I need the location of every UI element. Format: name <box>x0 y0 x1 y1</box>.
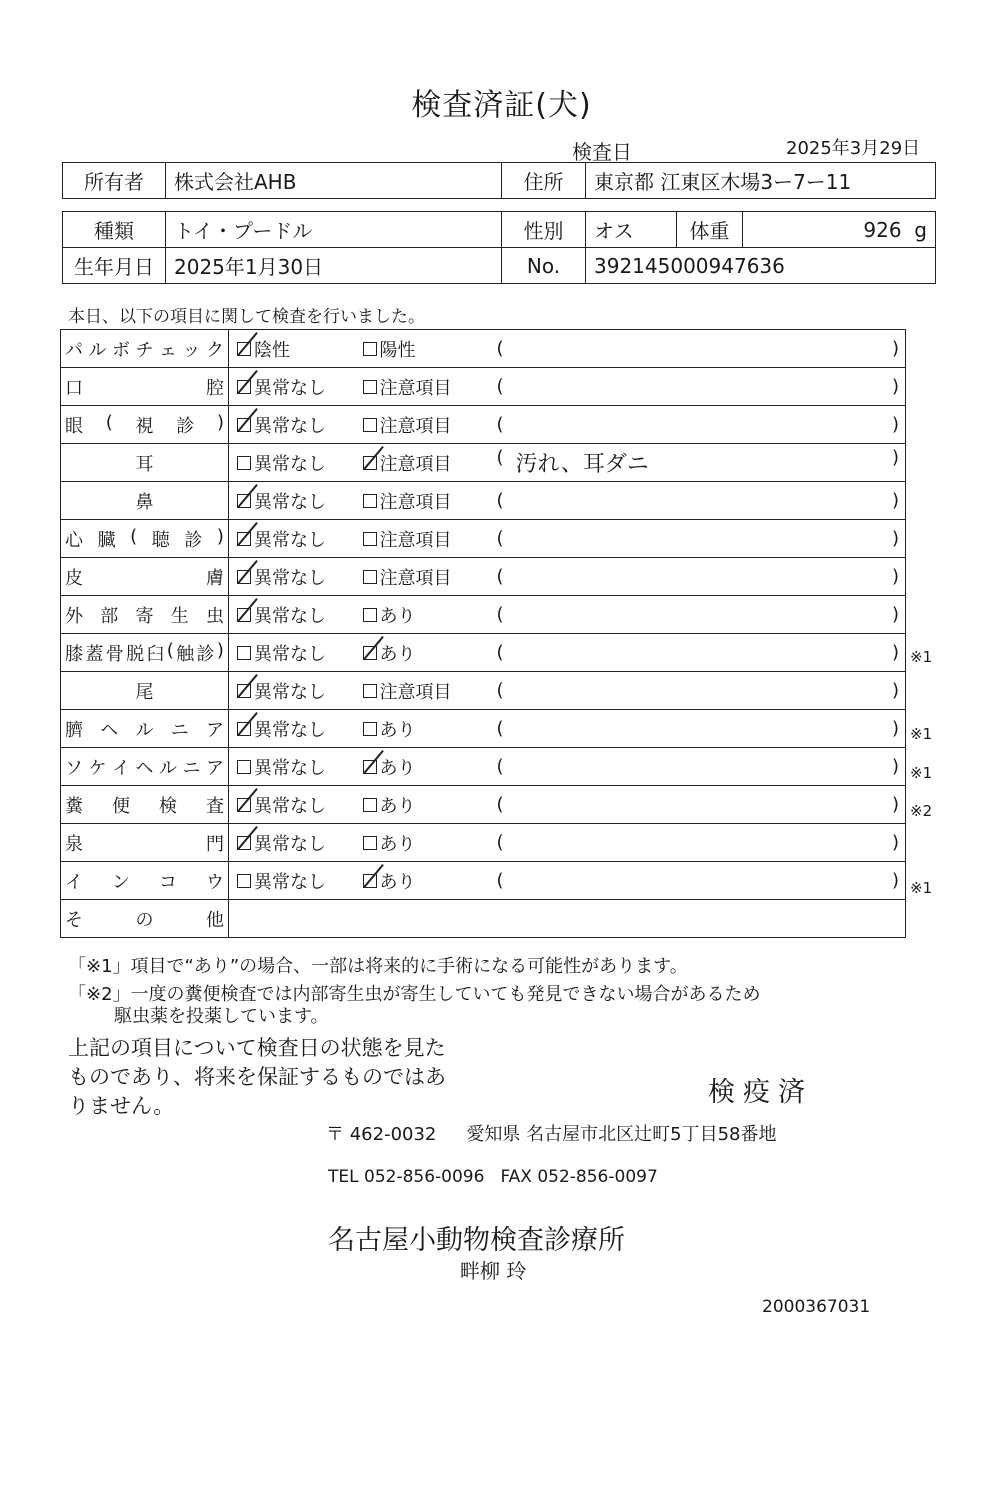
check-note <box>497 824 906 862</box>
checkbox-icon[interactable] <box>237 456 251 470</box>
checkbox-icon[interactable] <box>237 760 251 774</box>
check-row <box>61 862 906 900</box>
check-option-2 <box>363 368 497 406</box>
option-2[interactable] <box>363 716 416 742</box>
option-label: 異常なし <box>254 681 326 703</box>
option-2[interactable] <box>363 830 416 856</box>
tel-number: TEL 052-856-0096 <box>328 1167 485 1187</box>
option-label: 注意項目 <box>379 491 452 513</box>
check-item-label <box>61 672 229 710</box>
option-2[interactable] <box>363 374 452 400</box>
checkbox-icon[interactable] <box>363 874 377 888</box>
footnote-2: 「※2」一度の糞便検査では内部寄生虫が寄生していても発見できない場合があるため <box>68 984 761 1005</box>
postal-code: 〒 462-0032 <box>326 1124 437 1145</box>
checkbox-icon[interactable] <box>363 608 377 622</box>
option-label: あり <box>379 605 416 627</box>
checkbox-icon[interactable] <box>363 646 377 660</box>
breed-value: トイ・プードル <box>166 212 502 248</box>
option-label: 陽性 <box>379 339 416 361</box>
check-note <box>497 368 906 406</box>
option-2[interactable] <box>363 564 452 590</box>
paren-close: ) <box>891 718 899 739</box>
checkbox-icon[interactable] <box>237 494 251 508</box>
option-label: 注意項目 <box>379 567 452 589</box>
check-item-label <box>61 596 229 634</box>
checkbox-icon[interactable] <box>363 722 377 736</box>
option-2[interactable] <box>363 488 452 514</box>
handwritten-note <box>516 528 892 549</box>
check-note <box>497 406 906 444</box>
handwritten-note <box>516 338 892 359</box>
checkbox-icon[interactable] <box>237 646 251 660</box>
check-option-2 <box>363 824 497 862</box>
option-label: あり <box>379 795 416 817</box>
check-option-1 <box>229 330 363 368</box>
paren-open: ( <box>496 642 504 663</box>
option-label: 異常なし <box>254 415 326 437</box>
option-label: 異常なし <box>254 491 326 513</box>
option-1[interactable] <box>237 336 290 362</box>
weight-value: 926 <box>863 217 902 242</box>
check-option-1 <box>229 368 363 406</box>
sex-label: 性別 <box>502 212 586 248</box>
check-note <box>497 672 906 710</box>
check-item-label <box>61 824 229 862</box>
paren-open: ( <box>496 414 504 435</box>
check-item-text: 尾 <box>135 681 154 703</box>
check-row <box>61 444 906 482</box>
checkbox-icon[interactable] <box>363 494 377 508</box>
check-item-text: イ ン コ ウ <box>65 871 224 893</box>
handwritten-note <box>516 566 892 587</box>
option-1[interactable] <box>237 640 326 666</box>
check-option-2 <box>363 634 497 672</box>
paren-open: ( <box>496 490 504 511</box>
option-label: 異常なし <box>254 567 326 589</box>
inspection-date-value: 2025年3月29日 <box>786 138 921 159</box>
check-row <box>61 786 906 824</box>
checkbox-icon[interactable] <box>363 798 377 812</box>
check-option-1 <box>229 482 363 520</box>
check-note <box>497 786 906 824</box>
paren-open: ( <box>496 604 504 625</box>
option-1[interactable] <box>237 526 326 552</box>
check-option-1 <box>229 520 363 558</box>
check-item-label <box>61 368 229 406</box>
footnote-mark: ※1 <box>910 763 933 782</box>
option-label: 異常なし <box>254 795 326 817</box>
paren-close: ) <box>891 447 899 468</box>
paren-close: ) <box>891 490 899 511</box>
checkbox-icon[interactable] <box>363 418 377 432</box>
option-2[interactable] <box>363 640 416 666</box>
check-row <box>61 330 906 368</box>
option-label: あり <box>379 719 416 741</box>
option-1[interactable] <box>237 564 326 590</box>
checkbox-icon[interactable] <box>363 684 377 698</box>
check-option-2 <box>363 596 497 634</box>
check-item-label <box>61 748 229 786</box>
check-option-2 <box>363 482 497 520</box>
option-1[interactable] <box>237 678 326 704</box>
weight-label: 体重 <box>677 212 743 248</box>
checkbox-icon[interactable] <box>363 760 377 774</box>
checkbox-icon[interactable] <box>363 456 377 470</box>
intro-text: 本日、以下の項目に関して検査を行いました。 <box>68 307 425 327</box>
option-label: 異常なし <box>254 757 326 779</box>
paren-close: ) <box>891 642 899 663</box>
option-1[interactable] <box>237 412 326 438</box>
clinic-address: 愛知県 名古屋市北区辻町5丁目58番地 <box>466 1124 777 1145</box>
checkbox-icon[interactable] <box>237 608 251 622</box>
footnote-mark: ※1 <box>910 879 933 897</box>
checkbox-icon[interactable] <box>237 342 251 356</box>
check-option-1 <box>229 634 363 672</box>
checkbox-icon[interactable] <box>237 418 251 432</box>
footnote-2-continued: 駆虫薬を投薬しています。 <box>114 1006 329 1027</box>
paren-close: ) <box>891 376 899 397</box>
handwritten-note <box>516 376 892 397</box>
check-option-2 <box>363 558 497 596</box>
check-item-text: 鼻 <box>135 491 154 513</box>
check-row-other <box>61 900 906 938</box>
paren-open: ( <box>496 338 504 359</box>
paren-open: ( <box>496 680 504 701</box>
option-label: 異常なし <box>254 529 326 551</box>
check-option-1 <box>229 824 363 862</box>
number-label: No. <box>502 248 586 284</box>
paren-close: ) <box>891 566 899 587</box>
birthdate-label: 生年月日 <box>63 248 166 284</box>
check-item-text: 眼 ( 視 診 ) <box>65 411 224 437</box>
paren-close: ) <box>891 832 899 853</box>
disclaimer-statement: 上記の項目について検査日の状態を見たものであり、将来を保証するものではありません。 <box>68 1036 446 1118</box>
handwritten-note <box>516 870 892 891</box>
paren-close: ) <box>891 528 899 549</box>
owner-table <box>62 162 936 199</box>
option-1[interactable] <box>237 830 326 856</box>
check-item-text: 皮 膚 <box>65 567 224 589</box>
check-item-text: 耳 <box>135 453 154 475</box>
serial-number: 2000367031 <box>762 1297 871 1317</box>
check-row <box>61 406 906 444</box>
option-2[interactable] <box>363 336 416 362</box>
option-label: 異常なし <box>254 871 326 893</box>
check-note <box>497 520 906 558</box>
check-item-text: パ ル ボ チ ェ ッ ク <box>65 339 224 361</box>
check-item-text: 口 腔 <box>65 377 224 399</box>
handwritten-note <box>516 414 892 435</box>
check-item-label <box>61 444 229 482</box>
check-item-text: 泉 門 <box>65 833 224 855</box>
check-option-1 <box>229 748 363 786</box>
check-option-2 <box>363 672 497 710</box>
check-option-2 <box>363 710 497 748</box>
check-item-label <box>61 862 229 900</box>
check-item-label <box>61 482 229 520</box>
paren-close: ) <box>891 680 899 701</box>
weight-unit: g <box>914 217 927 242</box>
check-note <box>497 444 906 482</box>
check-note <box>497 482 906 520</box>
check-row <box>61 634 906 672</box>
check-row <box>61 520 906 558</box>
checkbox-icon[interactable] <box>363 380 377 394</box>
option-label: あり <box>379 871 416 893</box>
check-option-1 <box>229 786 363 824</box>
other-value <box>229 900 906 938</box>
footnote-mark: ※1 <box>910 648 933 666</box>
option-label: 注意項目 <box>379 681 452 703</box>
checkbox-icon[interactable] <box>237 684 251 698</box>
handwritten-note <box>516 604 892 625</box>
handwritten-note <box>516 794 892 815</box>
handwritten-note <box>516 680 892 701</box>
check-row <box>61 748 906 786</box>
check-note <box>497 558 906 596</box>
paren-open: ( <box>496 718 504 739</box>
fax-number: FAX 052-856-0097 <box>500 1167 658 1187</box>
option-2[interactable] <box>363 602 416 628</box>
checkbox-icon[interactable] <box>237 836 251 850</box>
checkbox-icon[interactable] <box>237 722 251 736</box>
checkbox-icon[interactable] <box>363 570 377 584</box>
breed-label: 種類 <box>63 212 166 248</box>
option-label: 注意項目 <box>379 529 452 551</box>
paren-close: ) <box>891 870 899 891</box>
check-item-label <box>61 558 229 596</box>
footnote-mark: ※2 <box>910 802 933 820</box>
option-label: 異常なし <box>254 453 326 475</box>
checks-table <box>60 329 906 938</box>
check-item-text: 外 部 寄 生 虫 <box>65 605 224 627</box>
checkbox-icon[interactable] <box>237 532 251 546</box>
check-item-label <box>61 520 229 558</box>
option-label: あり <box>379 757 416 779</box>
checkbox-icon[interactable] <box>363 532 377 546</box>
option-label: 異常なし <box>254 605 326 627</box>
sex-value: オス <box>586 212 677 248</box>
option-1[interactable] <box>237 488 326 514</box>
paren-open: ( <box>496 794 504 815</box>
check-note <box>497 748 906 786</box>
check-option-1 <box>229 406 363 444</box>
check-option-2 <box>363 330 497 368</box>
check-row <box>61 672 906 710</box>
paren-open: ( <box>496 528 504 549</box>
check-option-2 <box>363 862 497 900</box>
address-label: 住所 <box>502 163 586 199</box>
paren-open: ( <box>496 870 504 891</box>
check-option-1 <box>229 862 363 900</box>
check-option-2 <box>363 748 497 786</box>
option-1[interactable] <box>237 374 326 400</box>
check-option-1 <box>229 444 363 482</box>
checkbox-icon[interactable] <box>237 380 251 394</box>
owner-value: 株式会社AHB <box>166 163 502 199</box>
check-note <box>497 634 906 672</box>
checkbox-icon[interactable] <box>237 570 251 584</box>
checkbox-icon[interactable] <box>237 798 251 812</box>
paren-open: ( <box>496 376 504 397</box>
option-label: 注意項目 <box>379 377 452 399</box>
option-2[interactable] <box>363 526 452 552</box>
paren-close: ) <box>891 756 899 777</box>
option-2[interactable] <box>363 450 452 476</box>
check-option-2 <box>363 520 497 558</box>
handwritten-note: 汚れ、耳ダニ <box>515 452 649 477</box>
handwritten-note <box>516 490 892 511</box>
paren-close: ) <box>891 794 899 815</box>
owner-label: 所有者 <box>63 163 166 199</box>
option-2[interactable] <box>363 678 452 704</box>
weight-cell <box>743 212 936 248</box>
check-row <box>61 710 906 748</box>
check-note <box>497 596 906 634</box>
option-label: 異常なし <box>254 833 326 855</box>
document-title: 検査済証(犬) <box>411 88 592 123</box>
paren-close: ) <box>891 338 899 359</box>
inspector-name: 畔柳 玲 <box>460 1259 527 1283</box>
paren-open: ( <box>496 756 504 777</box>
check-option-1 <box>229 558 363 596</box>
option-label: 注意項目 <box>379 453 452 475</box>
option-label: 異常なし <box>254 719 326 741</box>
handwritten-note <box>516 832 892 853</box>
check-item-text: ソ ケ イ ヘ ル ニ ア <box>65 757 224 779</box>
option-label: あり <box>379 833 416 855</box>
check-item-text: 心 臓 ( 聴 診 ) <box>65 525 224 551</box>
contact-line <box>328 1167 674 1187</box>
check-row <box>61 824 906 862</box>
option-1[interactable] <box>237 754 326 780</box>
other-label <box>61 900 229 938</box>
check-item-label <box>61 330 229 368</box>
paren-open: ( <box>496 566 504 587</box>
clinic-address-line <box>326 1120 806 1146</box>
option-1[interactable] <box>237 450 326 476</box>
other-label-text: そ の 他 <box>65 909 224 931</box>
handwritten-note <box>516 718 892 739</box>
check-item-label <box>61 710 229 748</box>
option-2[interactable] <box>363 792 416 818</box>
check-item-text: 膝 蓋 骨 脱 臼 ( 触 診 ) <box>65 639 224 665</box>
option-2[interactable] <box>363 868 416 894</box>
check-row <box>61 368 906 406</box>
check-note <box>497 710 906 748</box>
paren-close: ) <box>891 414 899 435</box>
check-note <box>497 862 906 900</box>
quarantine-seal: 検疫済 <box>708 1077 813 1108</box>
option-label: 注意項目 <box>379 415 452 437</box>
option-1[interactable] <box>237 868 326 894</box>
check-row <box>61 482 906 520</box>
checkbox-icon[interactable] <box>363 836 377 850</box>
option-1[interactable] <box>237 716 326 742</box>
number-value: 392145000947636 <box>586 248 936 284</box>
check-item-label <box>61 406 229 444</box>
option-label: 陰性 <box>254 339 290 361</box>
check-option-2 <box>363 786 497 824</box>
footnote-1: 「※1」項目で“あり”の場合、一部は将来的に手術になる可能性があります。 <box>68 956 688 977</box>
paren-open: ( <box>496 832 504 853</box>
pet-info-table <box>62 211 936 284</box>
check-option-1 <box>229 672 363 710</box>
option-label: 異常なし <box>254 377 326 399</box>
check-option-2 <box>363 444 497 482</box>
checkbox-icon[interactable] <box>237 874 251 888</box>
option-label: あり <box>379 643 416 665</box>
check-item-text: 臍 ヘ ル ニ ア <box>65 719 224 741</box>
check-item-text: 糞 便 検 査 <box>65 795 224 817</box>
address-value: 東京都 江東区木場3ー7ー11 <box>586 163 936 199</box>
option-1[interactable] <box>237 602 326 628</box>
checkbox-icon[interactable] <box>363 342 377 356</box>
paren-close: ) <box>891 604 899 625</box>
inspection-date-label: 検査日 <box>572 140 632 164</box>
option-2[interactable] <box>363 412 452 438</box>
option-2[interactable] <box>363 754 416 780</box>
check-option-2 <box>363 406 497 444</box>
check-item-label <box>61 634 229 672</box>
check-row <box>61 558 906 596</box>
clinic-name: 名古屋小動物検査診療所 <box>328 1225 625 1256</box>
footnote-mark: ※1 <box>910 725 933 743</box>
check-note <box>497 330 906 368</box>
option-label: 異常なし <box>254 643 326 665</box>
check-row <box>61 596 906 634</box>
paren-open: ( <box>496 447 504 468</box>
check-option-1 <box>229 710 363 748</box>
check-option-1 <box>229 596 363 634</box>
birthdate-value: 2025年1月30日 <box>166 248 502 284</box>
check-item-label <box>61 786 229 824</box>
option-1[interactable] <box>237 792 326 818</box>
handwritten-note <box>516 756 892 777</box>
handwritten-note <box>516 642 892 663</box>
